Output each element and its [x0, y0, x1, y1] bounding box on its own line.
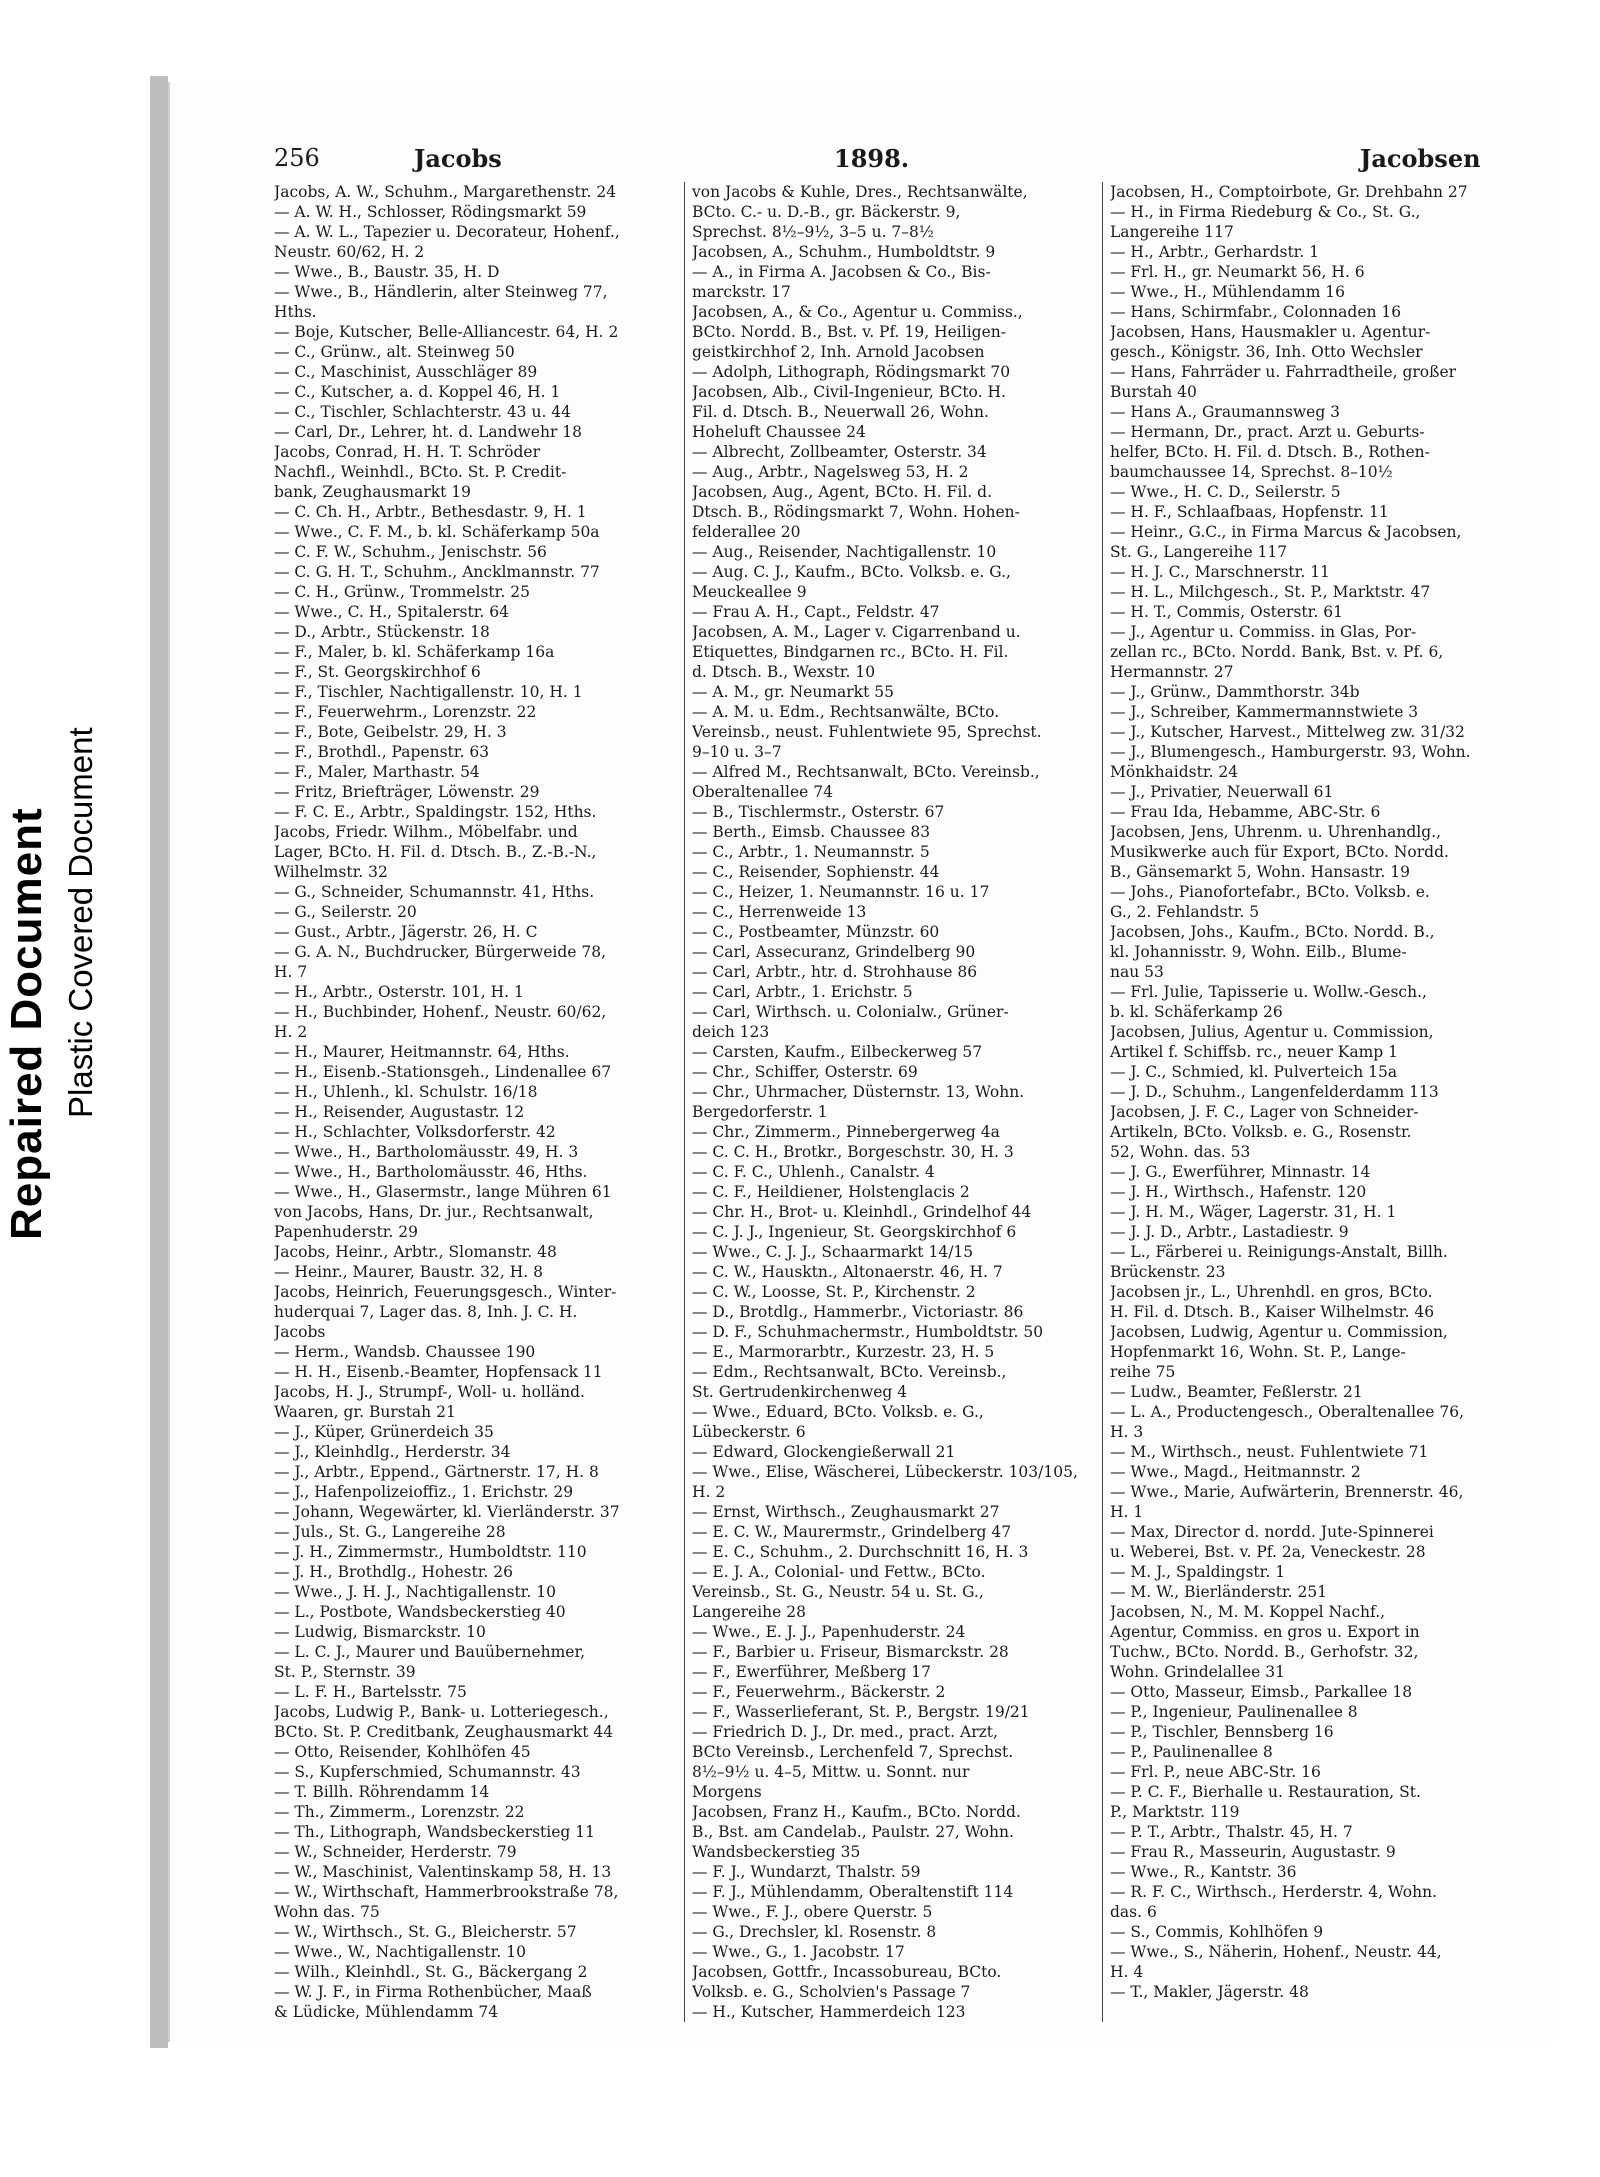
directory-entry: Jacobsen, N., M. M. Koppel Nachf., [1110, 1603, 1386, 1621]
directory-entry: — W., Wirthsch., St. G., Bleicherstr. 57 [274, 1923, 577, 1941]
directory-entry: Jacobsen, Jens, Uhrenm. u. Uhrenhandlg., [1110, 823, 1442, 841]
directory-entry: — Wwe., J. H. J., Nachtigallenstr. 10 [274, 1583, 556, 1601]
directory-entry: — J., Küper, Grünerdeich 35 [274, 1423, 494, 1441]
directory-entry: felderallee 20 [692, 523, 801, 541]
directory-entry: Jacobs, Heinr., Arbtr., Slomanstr. 48 [274, 1243, 557, 1261]
directory-entry: — L. A., Productengesch., Oberaltenallee 76, [1110, 1403, 1465, 1421]
directory-entry: — Hans A., Graumannsweg 3 [1110, 403, 1341, 421]
directory-entry: — L., Färberei u. Reinigungs-Anstalt, Billh. [1110, 1243, 1448, 1261]
directory-entry: Wandsbeckerstieg 35 [692, 1843, 861, 1861]
directory-entry: — F., St. Georgskirchhof 6 [274, 663, 481, 681]
directory-entry: — C. H., Grünw., Trommelstr. 25 [274, 583, 530, 601]
directory-entry: — H., Eisenb.-Stationsgeh., Lindenallee 67 [274, 1063, 612, 1081]
directory-entry: — P., Tischler, Bennsberg 16 [1110, 1723, 1334, 1741]
directory-entry: — Hans, Fahrräder u. Fahrradtheile, großer [1110, 363, 1457, 381]
column-divider [1102, 182, 1103, 2022]
directory-entry: — C., Reisender, Sophienstr. 44 [692, 863, 940, 881]
directory-entry: — Otto, Masseur, Eimsb., Parkallee 18 [1110, 1683, 1413, 1701]
directory-entry: Oberaltenallee 74 [692, 783, 833, 801]
directory-entry: u. Weberei, Bst. v. Pf. 2a, Veneckestr. 28 [1110, 1543, 1426, 1561]
directory-entry: — Frl. H., gr. Neumarkt 56, H. 6 [1110, 263, 1365, 281]
directory-entry: H. 7 [274, 963, 308, 981]
directory-entry: — J., Grünw., Dammthorstr. 34b [1110, 683, 1360, 701]
directory-entry: — Hermann, Dr., pract. Arzt u. Geburts- [1110, 423, 1425, 441]
directory-entry: — Th., Lithograph, Wandsbeckerstieg 11 [274, 1823, 595, 1841]
directory-entry: gesch., Königstr. 36, Inh. Otto Wechsler [1110, 343, 1423, 361]
directory-entry: — C. W., Loosse, St. P., Kirchenstr. 2 [692, 1283, 976, 1301]
directory-entry: Jacobsen, J. F. C., Lager von Schneider- [1110, 1103, 1419, 1121]
directory-entry: d. Dtsch. B., Wexstr. 10 [692, 663, 876, 681]
directory-entry: — Heinr., Maurer, Baustr. 32, H. 8 [274, 1263, 543, 1281]
directory-entry: helfer, BCto. H. Fil. d. Dtsch. B., Rothen- [1110, 443, 1430, 461]
directory-entry: Lübeckerstr. 6 [692, 1423, 806, 1441]
directory-entry: — H., Reisender, Augustastr. 12 [274, 1103, 525, 1121]
directory-entry: — Johann, Wegewärter, kl. Vierländerstr. 37 [274, 1503, 620, 1521]
directory-entry: Etiquettes, Bindgarnen rc., BCto. H. Fil. [692, 643, 1009, 661]
column-divider [684, 182, 685, 2022]
directory-entry: — F., Bote, Geibelstr. 29, H. 3 [274, 723, 507, 741]
directory-entry: — Wwe., C. F. M., b. kl. Schäferkamp 50a [274, 523, 600, 541]
directory-entry: Burstah 40 [1110, 383, 1197, 401]
directory-entry: — Frl. Julie, Tapisserie u. Wollw.-Gesch., [1110, 983, 1427, 1001]
directory-entry: baumchaussee 14, Sprechst. 8–10½ [1110, 463, 1393, 481]
directory-entry: geistkirchhof 2, Inh. Arnold Jacobsen [692, 343, 985, 361]
directory-entry: — J., Agentur u. Commiss. in Glas, Por- [1110, 623, 1417, 641]
directory-entry: — Wwe., Marie, Aufwärterin, Brennerstr. 46, [1110, 1483, 1464, 1501]
directory-entry: — Wwe., S., Näherin, Hohenf., Neustr. 44, [1110, 1943, 1442, 1961]
directory-entry: & Lüdicke, Mühlendamm 74 [274, 2003, 499, 2021]
directory-entry: — H. H., Eisenb.-Beamter, Hopfensack 11 [274, 1363, 603, 1381]
directory-entry: Dtsch. B., Rödingsmarkt 7, Wohn. Hohen- [692, 503, 1020, 521]
directory-entry: Nachfl., Weinhdl., BCto. St. P. Credit- [274, 463, 567, 481]
directory-entry: — Frl. P., neue ABC-Str. 16 [1110, 1763, 1321, 1781]
directory-entry: — W. J. F., in Firma Rothenbücher, Maaß [274, 1983, 592, 2001]
directory-entry: Sprechst. 8½–9½, 3–5 u. 7–8½ [692, 223, 934, 241]
directory-entry: Bergedorferstr. 1 [692, 1103, 828, 1121]
directory-entry: — H. J. C., Marschnerstr. 11 [1110, 563, 1330, 581]
directory-entry: Morgens [692, 1783, 762, 1801]
directory-entry: — Wwe., H., Bartholomäusstr. 49, H. 3 [274, 1143, 579, 1161]
directory-entry: — Heinr., G.C., in Firma Marcus & Jacobsen, [1110, 523, 1462, 541]
directory-entry: — Chr., Schiffer, Osterstr. 69 [692, 1063, 918, 1081]
directory-entry: Brückenstr. 23 [1110, 1263, 1226, 1281]
directory-entry: — C. J. J., Ingenieur, St. Georgskirchhof 6 [692, 1223, 1017, 1241]
directory-entry: Waaren, gr. Burstah 21 [274, 1403, 456, 1421]
directory-entry: — C., Arbtr., 1. Neumannstr. 5 [692, 843, 930, 861]
directory-entry: — J., Arbtr., Eppend., Gärtnerstr. 17, H. 8 [274, 1463, 599, 1481]
directory-entry: — J. J. D., Arbtr., Lastadiestr. 9 [1110, 1223, 1349, 1241]
directory-entry: — C. W., Hausktn., Altonaerstr. 46, H. 7 [692, 1263, 1003, 1281]
side-label-plastic-covered: Plastic Covered Document [62, 727, 99, 1118]
directory-entry: H. 3 [1110, 1423, 1144, 1441]
directory-entry: — H. L., Milchgesch., St. P., Marktstr. 47 [1110, 583, 1431, 601]
directory-entry: — Wwe., R., Kantstr. 36 [1110, 1863, 1297, 1881]
directory-entry: zellan rc., BCto. Nordd. Bank, Bst. v. Pf. 6, [1110, 643, 1444, 661]
directory-entry: Wohn. Grindelallee 31 [1110, 1663, 1285, 1681]
directory-entry: — C., Postbeamter, Münzstr. 60 [692, 923, 940, 941]
directory-entry: — H., in Firma Riedeburg & Co., St. G., [1110, 203, 1421, 221]
directory-entry: St. Gertrudenkirchenweg 4 [692, 1383, 908, 1401]
directory-entry: — Wwe., B., Händlerin, alter Steinweg 77, [274, 283, 608, 301]
directory-entry: — Boje, Kutscher, Belle-Alliancestr. 64, H. 2 [274, 323, 619, 341]
directory-entry: — C. Ch. H., Arbtr., Bethesdastr. 9, H. 1 [274, 503, 587, 521]
directory-entry: — A. M., gr. Neumarkt 55 [692, 683, 894, 701]
directory-entry: BCto Vereinsb., Lerchenfeld 7, Sprechst. [692, 1743, 1014, 1761]
directory-entry: — T. Billh. Röhrendamm 14 [274, 1783, 490, 1801]
directory-entry: 52, Wohn. das. 53 [1110, 1143, 1251, 1161]
directory-entry: Neustr. 60/62, H. 2 [274, 243, 425, 261]
directory-entry: Artikel f. Schiffsb. rc., neuer Kamp 1 [1110, 1043, 1399, 1061]
directory-entry: — Otto, Reisender, Kohlhöfen 45 [274, 1743, 531, 1761]
directory-entry: — R. F. C., Wirthsch., Herderstr. 4, Wohn. [1110, 1883, 1438, 1901]
directory-entry: Jacobsen, A., & Co., Agentur u. Commiss., [692, 303, 1023, 321]
directory-entry: — D. F., Schuhmachermstr., Humboldtstr. 50 [692, 1323, 1044, 1341]
directory-entry: Jacobsen, A., Schuhm., Humboldtstr. 9 [692, 243, 996, 261]
directory-entry: — G., Drechsler, kl. Rosenstr. 8 [692, 1923, 937, 1941]
directory-entry: BCto. Nordd. B., Bst. v. Pf. 19, Heiligen- [692, 323, 1006, 341]
header-year: 1898. [834, 144, 910, 173]
directory-entry: — H. F., Schlaafbaas, Hopfenstr. 11 [1110, 503, 1389, 521]
directory-entry: — P. C. F., Bierhalle u. Restauration, St. [1110, 1783, 1421, 1801]
directory-entry: 9–10 u. 3–7 [692, 743, 782, 761]
directory-entry: — Frau R., Masseurin, Augustastr. 9 [1110, 1843, 1396, 1861]
directory-entry: — Wwe., E. J. J., Papenhuderstr. 24 [692, 1623, 966, 1641]
directory-entry: — W., Schneider, Herderstr. 79 [274, 1843, 517, 1861]
directory-entry: — J. H., Wirthsch., Hafenstr. 120 [1110, 1183, 1367, 1201]
page-number: 256 [274, 144, 320, 172]
directory-entry: Meuckeallee 9 [692, 583, 807, 601]
directory-entry: B., Gänsemarkt 5, Wohn. Hansastr. 19 [1110, 863, 1410, 881]
directory-entry: — J., Privatier, Neuerwall 61 [1110, 783, 1334, 801]
directory-entry: — F., Maler, b. kl. Schäferkamp 16a [274, 643, 555, 661]
directory-entry: — D., Brotdlg., Hammerbr., Victoriastr. 86 [692, 1303, 1024, 1321]
directory-entry: — A. W. L., Tapezier u. Decorateur, Hohenf., [274, 223, 620, 241]
directory-entry: — Ludw., Beamter, Feßlerstr. 21 [1110, 1383, 1363, 1401]
directory-entry: das. 6 [1110, 1903, 1157, 1921]
directory-entry: — Wwe., Eduard, BCto. Volksb. e. G., [692, 1403, 984, 1421]
directory-entry: — D., Arbtr., Stückenstr. 18 [274, 623, 490, 641]
directory-entry: — Wilh., Kleinhdl., St. G., Bäckergang 2 [274, 1963, 588, 1981]
directory-entry: Jacobsen jr., L., Uhrenhdl. en gros, BCto. [1110, 1283, 1433, 1301]
directory-entry: Artikeln, BCto. Volksb. e. G., Rosenstr. [1110, 1123, 1412, 1141]
directory-entry: — Wwe., Magd., Heitmannstr. 2 [1110, 1463, 1361, 1481]
directory-entry: — A. M. u. Edm., Rechtsanwälte, BCto. [692, 703, 1000, 721]
directory-entry: — J. H., Zimmermstr., Humboldtstr. 110 [274, 1543, 587, 1561]
directory-entry: Jacobs, Heinrich, Feuerungsgesch., Winter- [274, 1283, 617, 1301]
directory-entry: — L. F. H., Bartelsstr. 75 [274, 1683, 467, 1701]
directory-entry: — F., Feuerwehrm., Lorenzstr. 22 [274, 703, 537, 721]
directory-entry: — Berth., Eimsb. Chaussee 83 [692, 823, 931, 841]
directory-entry: — Aug., Arbtr., Nagelsweg 53, H. 2 [692, 463, 969, 481]
directory-entry: — H., Uhlenh., kl. Schulstr. 16/18 [274, 1083, 538, 1101]
directory-entry: — Chr. H., Brot- u. Kleinhdl., Grindelhof 44 [692, 1203, 1032, 1221]
directory-entry: — F., Ewerführer, Meßberg 17 [692, 1663, 932, 1681]
directory-entry: von Jacobs & Kuhle, Dres., Rechtsanwälte, [692, 183, 1028, 201]
directory-entry: — S., Kupferschmied, Schumannstr. 43 [274, 1763, 581, 1781]
directory-entry: Hopfenmarkt 16, Wohn. St. P., Lange- [1110, 1343, 1406, 1361]
directory-entry: — Wwe., G., 1. Jacobstr. 17 [692, 1943, 905, 1961]
directory-entry: BCto. C.- u. D.-B., gr. Bäckerstr. 9, [692, 203, 961, 221]
directory-entry: — C. F., Heildiener, Holstenglacis 2 [692, 1183, 970, 1201]
directory-entry: — L. C. J., Maurer und Bauübernehmer, [274, 1643, 586, 1661]
directory-entry: — C., Kutscher, a. d. Koppel 46, H. 1 [274, 383, 561, 401]
directory-entry: BCto. St. P. Creditbank, Zeughausmarkt 44 [274, 1723, 614, 1741]
directory-entry: Jacobsen, Johs., Kaufm., BCto. Nordd. B., [1110, 923, 1435, 941]
directory-entry: — J., Blumengesch., Hamburgerstr. 93, Wohn. [1110, 743, 1471, 761]
directory-entry: — J., Hafenpolizeioffiz., 1. Erichstr. 29 [274, 1483, 574, 1501]
page-header [274, 144, 1494, 180]
directory-entry: — Friedrich D. J., Dr. med., pract. Arzt, [692, 1723, 998, 1741]
directory-entry: — H., Arbtr., Osterstr. 101, H. 1 [274, 983, 524, 1001]
directory-entry: — Max, Director d. nordd. Jute-Spinnerei [1110, 1523, 1434, 1541]
directory-entry: marckstr. 17 [692, 283, 791, 301]
directory-entry: deich 123 [692, 1023, 770, 1041]
directory-entry: Vereinsb., neust. Fuhlentwiete 95, Sprechst. [692, 723, 1042, 741]
header-right-keyword: Jacobsen [1360, 144, 1481, 173]
directory-entry: Jacobsen, Aug., Agent, BCto. H. Fil. d. [692, 483, 993, 501]
directory-entry: — A. W. H., Schlosser, Rödingsmarkt 59 [274, 203, 587, 221]
column-3 [1110, 182, 1508, 2002]
directory-entry: — T., Makler, Jägerstr. 48 [1110, 1983, 1309, 2001]
directory-entry: St. P., Sternstr. 39 [274, 1663, 416, 1681]
directory-entry: — G., Schneider, Schumannstr. 41, Hths. [274, 883, 595, 901]
directory-entry: Jacobs [274, 1323, 326, 1341]
directory-entry: — Frau A. H., Capt., Feldstr. 47 [692, 603, 940, 621]
directory-entry: — Edward, Glockengießerwall 21 [692, 1443, 956, 1461]
directory-entry: — Wwe., Elise, Wäscherei, Lübeckerstr. 103/105, [692, 1463, 1078, 1481]
directory-entry: — F., Feuerwehrm., Bäckerstr. 2 [692, 1683, 946, 1701]
directory-entry: Jacobs, Friedr. Wilhm., Möbelfabr. und [274, 823, 578, 841]
directory-entry: Jacobsen, H., Comptoirbote, Gr. Drehbahn 27 [1110, 183, 1468, 201]
directory-entry: — Johs., Pianofortefabr., BCto. Volksb. e. [1110, 883, 1430, 901]
directory-entry: — Wwe., H., Mühlendamm 16 [1110, 283, 1346, 301]
directory-entry: — C., Heizer, 1. Neumannstr. 16 u. 17 [692, 883, 990, 901]
side-label-repaired: Repaired Document [2, 807, 51, 1240]
directory-entry: Jacobs, A. W., Schuhm., Margarethenstr. 24 [274, 183, 617, 201]
column-2 [692, 182, 1090, 2022]
directory-entry: — Carsten, Kaufm., Eilbeckerweg 57 [692, 1043, 983, 1061]
directory-entry: — F., Tischler, Nachtigallenstr. 10, H. 1 [274, 683, 583, 701]
directory-entry: Jacobsen, Franz H., Kaufm., BCto. Nordd. [692, 1803, 1021, 1821]
directory-entry: H. 2 [274, 1023, 308, 1041]
directory-entry: b. kl. Schäferkamp 26 [1110, 1003, 1283, 1021]
directory-entry: — H., Kutscher, Hammerdeich 123 [692, 2003, 966, 2021]
directory-entry: — W., Maschinist, Valentinskamp 58, H. 13 [274, 1863, 612, 1881]
directory-entry: — Carl, Arbtr., 1. Erichstr. 5 [692, 983, 913, 1001]
directory-entry: — C., Maschinist, Ausschläger 89 [274, 363, 538, 381]
directory-entry: H. 4 [1110, 1963, 1144, 1981]
directory-entry: von Jacobs, Hans, Dr. jur., Rechtsanwalt, [274, 1203, 594, 1221]
directory-entry: reihe 75 [1110, 1363, 1176, 1381]
directory-entry: — Aug. C. J., Kaufm., BCto. Volksb. e. G., [692, 563, 1011, 581]
directory-entry: — F. J., Wundarzt, Thalstr. 59 [692, 1863, 921, 1881]
directory-page [168, 82, 1554, 2042]
directory-entry: — L., Postbote, Wandsbeckerstieg 40 [274, 1603, 566, 1621]
directory-entry: — C. C. H., Brotkr., Borgeschstr. 30, H. 3 [692, 1143, 1014, 1161]
directory-entry: — Herm., Wandsb. Chaussee 190 [274, 1343, 536, 1361]
directory-entry: kl. Johannisstr. 9, Wohn. Eilb., Blume- [1110, 943, 1407, 961]
directory-entry: — F., Brothdl., Papenstr. 63 [274, 743, 490, 761]
directory-entry: — G. A. N., Buchdrucker, Bürgerweide 78, [274, 943, 607, 961]
directory-entry: H. 2 [692, 1483, 726, 1501]
directory-entry: — C., Tischler, Schlachterstr. 43 u. 44 [274, 403, 572, 421]
directory-entry: — J. C., Schmied, kl. Pulverteich 15a [1110, 1063, 1398, 1081]
directory-entry: 8½–9½ u. 4–5, Mittw. u. Sonnt. nur [692, 1763, 970, 1781]
directory-entry: — C. F. W., Schuhm., Jenischstr. 56 [274, 543, 547, 561]
directory-entry: Papenhuderstr. 29 [274, 1223, 418, 1241]
directory-entry: Jacobsen, Gottfr., Incassobureau, BCto. [692, 1963, 1002, 1981]
directory-entry: — Wwe., H., Bartholomäusstr. 46, Hths. [274, 1163, 588, 1181]
directory-entry: — Wwe., C. J. J., Schaarmarkt 14/15 [692, 1243, 974, 1261]
directory-entry: Jacobsen, Hans, Hausmakler u. Agentur- [1110, 323, 1431, 341]
directory-entry: — Wwe., W., Nachtigallenstr. 10 [274, 1943, 526, 1961]
directory-entry: — Carl, Assecuranz, Grindelberg 90 [692, 943, 976, 961]
directory-entry: — H., Schlachter, Volksdorferstr. 42 [274, 1123, 556, 1141]
directory-entry: H. Fil. d. Dtsch. B., Kaiser Wilhelmstr. 46 [1110, 1303, 1435, 1321]
directory-entry: — E. C. W., Maurermstr., Grindelberg 47 [692, 1523, 1012, 1541]
directory-entry: — Chr., Uhrmacher, Düsternstr. 13, Wohn. [692, 1083, 1025, 1101]
directory-entry: Jacobsen, Julius, Agentur u. Commission, [1110, 1023, 1434, 1041]
directory-entry: B., Bst. am Candelab., Paulstr. 27, Wohn. [692, 1823, 1014, 1841]
directory-entry: nau 53 [1110, 963, 1164, 981]
directory-entry: Lager, BCto. H. Fil. d. Dtsch. B., Z.-B.-N., [274, 843, 597, 861]
directory-entry: Langereihe 28 [692, 1603, 806, 1621]
directory-entry: Jacobsen, Alb., Civil-Ingenieur, BCto. H. [692, 383, 1006, 401]
header-left-keyword: Jacobs [414, 144, 502, 173]
directory-entry: — Chr., Zimmerm., Pinnebergerweg 4a [692, 1123, 1000, 1141]
directory-entry: H. 1 [1110, 1503, 1144, 1521]
directory-entry: — Adolph, Lithograph, Rödingsmarkt 70 [692, 363, 1011, 381]
directory-entry: — Albrecht, Zollbeamter, Osterstr. 34 [692, 443, 987, 461]
directory-entry: — Gust., Arbtr., Jägerstr. 26, H. C [274, 923, 538, 941]
directory-entry: Agentur, Commiss. en gros u. Export in [1110, 1623, 1420, 1641]
directory-entry: — B., Tischlermstr., Osterstr. 67 [692, 803, 945, 821]
directory-entry: Wohn das. 75 [274, 1903, 380, 1921]
directory-entry: St. G., Langereihe 117 [1110, 543, 1288, 561]
directory-entry: Jacobsen, A. M., Lager v. Cigarrenband u. [692, 623, 1021, 641]
directory-entry: Vereinsb., St. G., Neustr. 54 u. St. G., [692, 1583, 984, 1601]
directory-entry: — W., Wirthschaft, Hammerbrookstraße 78, [274, 1883, 619, 1901]
directory-entry: G., 2. Fehlandstr. 5 [1110, 903, 1260, 921]
directory-entry: Hoheluft Chaussee 24 [692, 423, 866, 441]
directory-entry: — H., Arbtr., Gerhardstr. 1 [1110, 243, 1320, 261]
directory-entry: — Hans, Schirmfabr., Colonnaden 16 [1110, 303, 1402, 321]
scan-edge [150, 76, 168, 2048]
directory-entry: — H. T., Commis, Osterstr. 61 [1110, 603, 1343, 621]
directory-entry: — Wwe., H. C. D., Seilerstr. 5 [1110, 483, 1341, 501]
directory-entry: — J. G., Ewerführer, Minnastr. 14 [1110, 1163, 1371, 1181]
directory-entry: — P. T., Arbtr., Thalstr. 45, H. 7 [1110, 1823, 1353, 1841]
directory-entry: — J., Kutscher, Harvest., Mittelweg zw. 31/32 [1110, 723, 1465, 741]
directory-entry: bank, Zeughausmarkt 19 [274, 483, 472, 501]
directory-entry: — C. G. H. T., Schuhm., Ancklmannstr. 77 [274, 563, 600, 581]
directory-entry: — F., Wasserlieferant, St. P., Bergstr. 19/21 [692, 1703, 1030, 1721]
directory-entry: — E. J. A., Colonial- und Fettw., BCto. [692, 1563, 986, 1581]
directory-entry: — Wwe., H., Glasermstr., lange Mühren 61 [274, 1183, 612, 1201]
directory-entry: — Wwe., C. H., Spitalerstr. 64 [274, 603, 510, 621]
directory-entry: huderquai 7, Lager das. 8, Inh. J. C. H. [274, 1303, 578, 1321]
directory-entry: — C. F. C., Uhlenh., Canalstr. 4 [692, 1163, 935, 1181]
directory-entry: Jacobs, Ludwig P., Bank- u. Lotteriegesch., [274, 1703, 609, 1721]
directory-entry: — H., Buchbinder, Hohenf., Neustr. 60/62, [274, 1003, 607, 1021]
directory-entry: — Fritz, Briefträger, Löwenstr. 29 [274, 783, 540, 801]
directory-entry: — H., Maurer, Heitmannstr. 64, Hths. [274, 1043, 570, 1061]
directory-entry: Jacobs, H. J., Strumpf-, Woll- u. holländ. [274, 1383, 585, 1401]
directory-entry: — P., Paulinenallee 8 [1110, 1743, 1273, 1761]
directory-entry: — M., Wirthsch., neust. Fuhlentwiete 71 [1110, 1443, 1429, 1461]
directory-entry: — Carl, Dr., Lehrer, ht. d. Landwehr 18 [274, 423, 583, 441]
directory-entry: — P., Ingenieur, Paulinenallee 8 [1110, 1703, 1358, 1721]
directory-entry: Musikwerke auch für Export, BCto. Nordd. [1110, 843, 1449, 861]
directory-entry: — Frau Ida, Hebamme, ABC-Str. 6 [1110, 803, 1381, 821]
directory-entry: — J. D., Schuhm., Langenfelderdamm 113 [1110, 1083, 1439, 1101]
directory-entry: — Ludwig, Bismarckstr. 10 [274, 1623, 486, 1641]
directory-entry: — E. C., Schuhm., 2. Durchschnitt 16, H. 3 [692, 1543, 1029, 1561]
directory-entry: — Carl, Wirthsch. u. Colonialw., Grüner- [692, 1003, 1009, 1021]
directory-entry: — J., Schreiber, Kammermannstwiete 3 [1110, 703, 1419, 721]
directory-entry: Mönkhaidstr. 24 [1110, 763, 1239, 781]
directory-entry: — Wwe., F. J., obere Querstr. 5 [692, 1903, 933, 1921]
directory-entry: — F. C. E., Arbtr., Spaldingstr. 152, Hths. [274, 803, 597, 821]
directory-entry: — Carl, Arbtr., htr. d. Strohhause 86 [692, 963, 978, 981]
directory-entry: — Juls., St. G., Langereihe 28 [274, 1523, 506, 1541]
directory-entry: — J. H., Brothdlg., Hohestr. 26 [274, 1563, 513, 1581]
directory-entry: — F., Barbier u. Friseur, Bismarckstr. 28 [692, 1643, 1009, 1661]
directory-entry: — J. H. M., Wäger, Lagerstr. 31, H. 1 [1110, 1203, 1397, 1221]
directory-entry: — S., Commis, Kohlhöfen 9 [1110, 1923, 1324, 1941]
directory-entry: — G., Seilerstr. 20 [274, 903, 417, 921]
directory-entry: Hermannstr. 27 [1110, 663, 1234, 681]
directory-entry: — C., Grünw., alt. Steinweg 50 [274, 343, 515, 361]
directory-entry: — Ernst, Wirthsch., Zeughausmarkt 27 [692, 1503, 1000, 1521]
directory-entry: — M. W., Bierländerstr. 251 [1110, 1583, 1328, 1601]
directory-entry: — Th., Zimmerm., Lorenzstr. 22 [274, 1803, 525, 1821]
directory-entry: Jacobs, Conrad, H. H. T. Schröder [274, 443, 540, 461]
directory-entry: P., Marktstr. 119 [1110, 1803, 1240, 1821]
directory-entry: — Alfred M., Rechtsanwalt, BCto. Vereinsb., [692, 763, 1040, 781]
directory-entry: — Wwe., B., Baustr. 35, H. D [274, 263, 500, 281]
column-1 [274, 182, 672, 2022]
directory-entry: — J., Kleinhdlg., Herderstr. 34 [274, 1443, 511, 1461]
directory-entry: Hths. [274, 303, 317, 321]
directory-entry: — F., Maler, Marthastr. 54 [274, 763, 480, 781]
directory-entry: Wilhelmstr. 32 [274, 863, 388, 881]
directory-entry: — M. J., Spaldingstr. 1 [1110, 1563, 1286, 1581]
directory-entry: — A., in Firma A. Jacobsen & Co., Bis- [692, 263, 991, 281]
directory-entry: Fil. d. Dtsch. B., Neuerwall 26, Wohn. [692, 403, 989, 421]
directory-entry: Tuchw., BCto. Nordd. B., Gerhofstr. 32, [1110, 1643, 1419, 1661]
directory-entry: Volksb. e. G., Scholvien's Passage 7 [692, 1983, 971, 2001]
directory-entry: — F. J., Mühlendamm, Oberaltenstift 114 [692, 1883, 1014, 1901]
directory-entry: — E., Marmorarbtr., Kurzestr. 23, H. 5 [692, 1343, 995, 1361]
directory-entry: Langereihe 117 [1110, 223, 1234, 241]
directory-entry: — C., Herrenweide 13 [692, 903, 867, 921]
directory-entry: — Aug., Reisender, Nachtigallenstr. 10 [692, 543, 997, 561]
directory-entry: Jacobsen, Ludwig, Agentur u. Commission, [1110, 1323, 1448, 1341]
directory-entry: — Edm., Rechtsanwalt, BCto. Vereinsb., [692, 1363, 1007, 1381]
